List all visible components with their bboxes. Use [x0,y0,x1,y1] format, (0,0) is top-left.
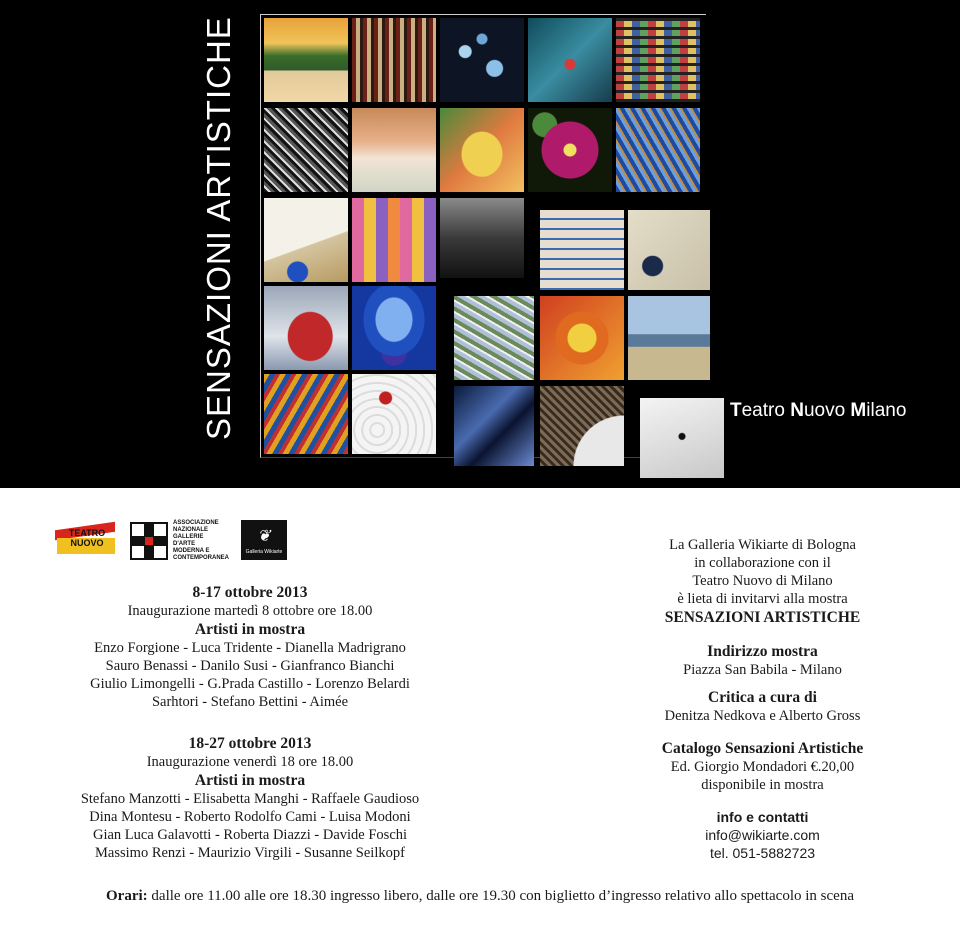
artwork-tile [440,198,524,278]
artwork-tile [352,374,436,454]
invitation-intro: La Galleria Wikiarte di Bologna in collaborazione con il Teatro Nuovo di Milano è lieta di invitarvi alla mostra SENSAZIONI ARTISTICHE [560,536,960,627]
artwork-tile [264,286,348,370]
artwork-tile [628,210,710,290]
address-section: Indirizzo mostra Piazza San Babila - Milano [683,643,842,678]
period-one-heading: Artisti in mostra [194,621,306,638]
period-one-inauguration: Inaugurazione martedì 8 ottobre ore 18.00 [127,603,373,619]
artwork-tile [640,398,724,478]
artwork-tile [352,108,436,192]
artwork-tile [616,18,700,102]
artist-line: Sarhtori - Stefano Bettini - Aimée [151,694,349,710]
artist-line: Enzo Forgione - Luca Tridente - Dianella Madrigrano [94,640,406,656]
wikiarte-logo: ❦ Galleria Wikiarte [241,520,287,560]
artist-line: Sauro Benassi - Danilo Susi - Gianfranco Bianchi [105,658,395,674]
period-one [40,583,460,711]
artist-line: Giulio Limongelli - G.Prada Castillo - Lorenzo Belardi [90,676,410,692]
artwork-tile [352,286,436,370]
catalog-section: Catalogo Sensazioni Artistiche Ed. Giorgio Mondadori €.20,00 disponibile in mostra [661,740,864,793]
artwork-tile [264,198,348,282]
period-two-inauguration: Inaugurazione venerdì 18 ore 18.00 [146,754,354,770]
artist-line: Gian Luca Galavotti - Roberta Diazzi - Davide Foschi [92,827,408,843]
artist-line: Massimo Renzi - Maurizio Virgili - Susanne Seilkopf [95,845,405,861]
phone-number: tel. 051-5882723 [709,845,816,861]
period-two-dates: 18-27 ottobre 2013 [188,735,312,752]
critic-section: Critica a cura di Denitza Nedkova e Alberto Gross [664,689,861,724]
period-one-dates: 8-17 ottobre 2013 [192,584,308,601]
period-two-heading: Artisti in mostra [194,772,306,789]
artist-line: Stefano Manzotti - Elisabetta Manghi - Raffaele Gaudioso [80,791,420,807]
artwork-tile [454,296,534,380]
artwork-tile [264,108,348,192]
artwork-tile [540,210,624,290]
artwork-tile [440,108,524,192]
artwork-tile [528,108,612,192]
show-title: SENSAZIONI ARTISTICHE [664,609,861,626]
artwork-tile [540,386,624,466]
artwork-tile [352,198,436,282]
artwork-tile [264,18,348,102]
teatro-nuovo-logo: TEATRO NUOVO [55,520,119,558]
period-two [40,734,460,862]
artwork-tile [628,296,710,380]
artwork-tile [540,296,624,380]
artwork-tile [454,386,534,466]
email-link[interactable]: info@wikiarte.com [705,827,820,843]
contact-section: info e contatti info@wikiarte.com tel. 051-5882723 [560,808,960,862]
artwork-tile [528,18,612,102]
artist-line: Dina Montesu - Roberto Rodolfo Cami - Luisa Modoni [89,809,411,825]
opening-hours: Orari: dalle ore 11.00 alle ore 18.30 ingresso libero, dalle ore 19.30 con biglietto d’ingresso relativo allo spettacolo in scena [106,888,854,904]
vertical-title: SENSAZIONI ARTISTICHE [200,16,237,440]
anga-logo: ASSOCIAZIONE NAZIONALE GALLERIE D'ARTE MODERNA E CONTEMPORANEA [130,520,235,564]
venue-label: Teatro Nuovo Milano [730,400,907,421]
artwork-tile [616,108,700,192]
artwork-tile [352,18,436,102]
artwork-tile [440,18,524,102]
artwork-tile [264,374,348,454]
